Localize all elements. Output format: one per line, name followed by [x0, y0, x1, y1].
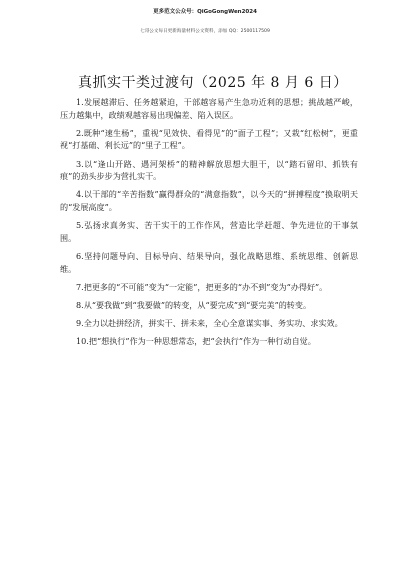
paragraph: 4.以干部的“辛苦指数”赢得群众的“满意指数”，以今天的“拼搏程度”换取明天的“发展高度”。 [60, 189, 358, 212]
paragraph: 9.全力以赴拼经济，拼实干、拼未来，全心全意谋实事、务实功、求实效。 [76, 318, 343, 329]
document-body [60, 96, 358, 353]
header-top-line: 更多范文公众号：QiGoGongWen2024 [153, 9, 257, 15]
paragraph: 6.坚持问题导向、目标导向、结果导向，强化战略思维、系统思维、创新思维。 [60, 250, 358, 274]
document-title: 真抓实干类过渡句（2025 年 8 月 6 日） [78, 75, 348, 91]
paragraph: 1.发展越滞后、任务越紧迫，干部越容易产生急功近利的思想；挑战越严峻，压力越集中，政绩观越容易出现偏差、陷入误区。 [60, 97, 358, 120]
paragraph: 7.把更多的“不可能”变为“一定能”，把更多的“办不到”变为“办得好”。 [76, 281, 328, 292]
paragraph: 5.弘扬求真务实、苦干实干的工作作风，营造比学赶超、争先进位的干事氛围。 [60, 220, 358, 243]
paragraph: 3.以“逢山开路、遇河架桥”的精神解放思想大胆干，以“踏石留印、抓铁有痕”的劲头步步为营扎实干。 [60, 158, 358, 182]
paragraph: 8.从“要我做”到“我要做”的转变，从“要完成”到“要完美”的转变。 [76, 299, 312, 310]
header-sub-line: 七哥公文每日更新海量材料公文资料，添加 QQ：2500117509 [140, 29, 270, 34]
paragraph: 10.把“想执行”作为一种思想常态，把“会执行”作为一种行动自觉。 [76, 336, 316, 347]
paragraph: 2.既种“速生杨”，重视“见效快、看得见”的“面子工程”；又栽“红松树”，更重视“打基础、利长远”的“里子工程”。 [60, 127, 358, 151]
